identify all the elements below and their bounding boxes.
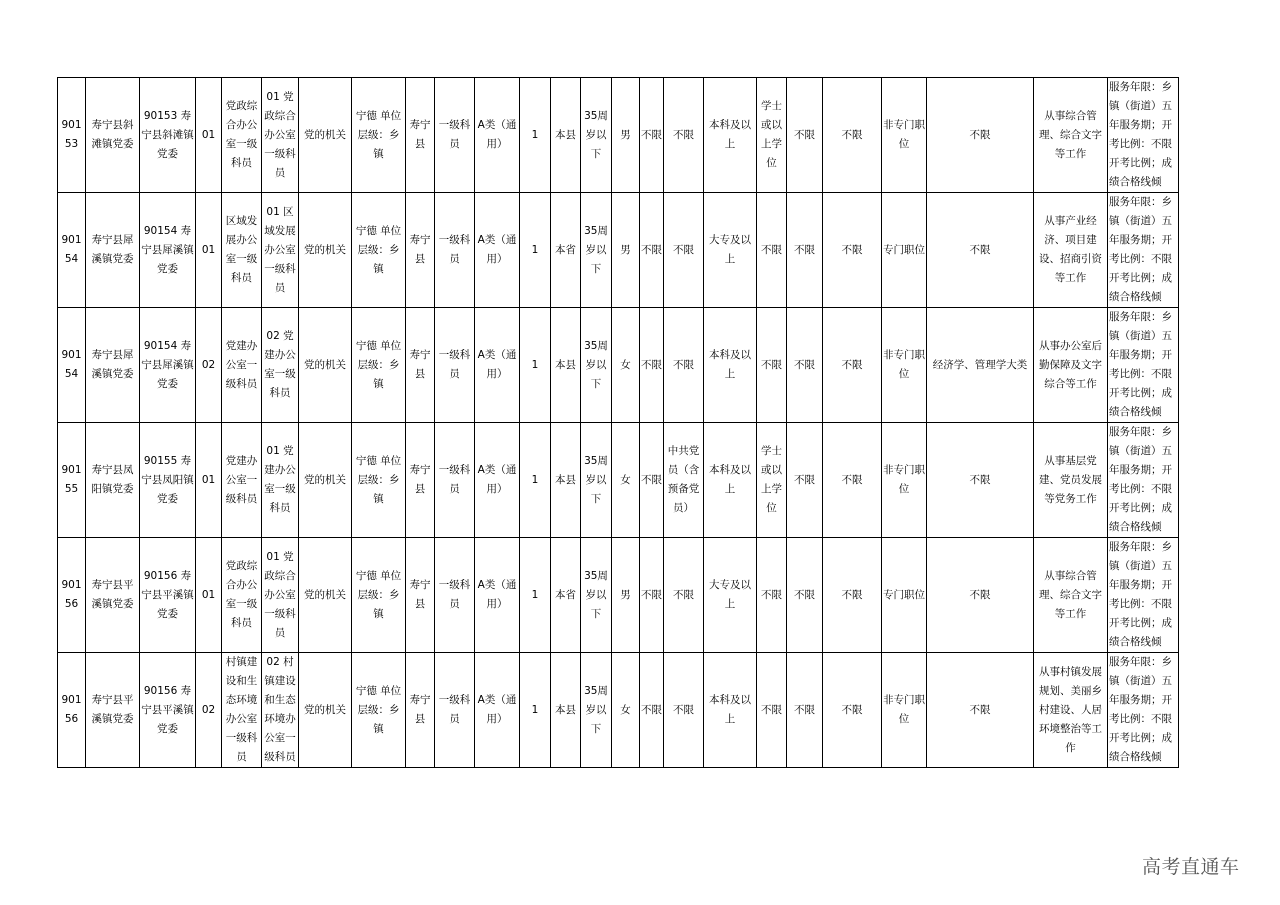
condition-cell-2: 不限 [823,538,882,653]
table-row [58,78,1179,193]
unit-name-cell: 寿宁县犀溪镇党委 [86,308,140,423]
job-duty-cell: 从事办公室后勤保障及文字综合等工作 [1034,308,1108,423]
age-limit-cell: 35周岁以下 [581,193,612,308]
unit-name-cell: 寿宁县犀溪镇党委 [86,193,140,308]
education-cell: 本科及以上 [704,423,757,538]
table-body [58,78,1179,768]
condition-cell-1: 不限 [787,308,823,423]
gender-cell: 女 [612,308,640,423]
household-origin-cell: 本县 [551,423,581,538]
age-limit-cell: 35周岁以下 [581,308,612,423]
table-row [58,653,1179,768]
position-name-cell: 党建办公室一级科员 [222,423,262,538]
remark-cell: 服务年限：乡镇（街道）五年服务期；开考比例：不限开考比例；成绩合格线倾 [1108,308,1179,423]
major-cell: 不限 [927,193,1034,308]
condition-cell-1: 不限 [787,538,823,653]
major-cell: 不限 [927,653,1034,768]
condition-cell-1: 不限 [787,423,823,538]
position-code-cell: 02 村镇建设和生态环境办公室一级科员 [262,653,299,768]
rank-cell: 一级科员 [435,78,475,193]
education-cell: 大专及以上 [704,538,757,653]
condition-cell-2: 不限 [823,193,882,308]
age-limit-cell: 35周岁以下 [581,538,612,653]
exam-category-cell: A类（通用） [475,308,520,423]
unit-level-cell: 宁德 单位层级：乡镇 [352,78,406,193]
job-duty-cell: 从事综合管理、综合文字等工作 [1034,78,1108,193]
unit-code-cell: 90154 寿宁县犀溪镇党委 [140,308,196,423]
condition-cell-2: 不限 [823,78,882,193]
age-limit-cell: 35周岁以下 [581,78,612,193]
position-code-cell: 01 党政综合办公室一级科员 [262,78,299,193]
rank-cell: 一级科员 [435,308,475,423]
household-origin-cell: 本省 [551,538,581,653]
condition-cell-1: 不限 [787,78,823,193]
position-group-code-cell: 90156 [58,538,86,653]
household-origin-cell: 本县 [551,78,581,193]
hiring-count-cell: 1 [520,653,551,768]
job-duty-cell: 从事基层党建、党员发展等党务工作 [1034,423,1108,538]
household-origin-cell: 本县 [551,653,581,768]
ethnicity-cell: 不限 [640,193,664,308]
political-status-cell: 不限 [664,653,704,768]
major-cell: 不限 [927,423,1034,538]
organization-type-cell: 党的机关 [299,538,352,653]
dedicated-position-cell: 非专门职位 [882,78,927,193]
exam-category-cell: A类（通用） [475,193,520,308]
household-origin-cell: 本县 [551,308,581,423]
position-group-code-cell: 90156 [58,653,86,768]
major-cell: 经济学、管理学大类 [927,308,1034,423]
degree-cell: 学士或以上学位 [757,423,787,538]
organization-type-cell: 党的机关 [299,423,352,538]
organization-type-cell: 党的机关 [299,78,352,193]
political-status-cell: 不限 [664,538,704,653]
rank-cell: 一级科员 [435,193,475,308]
condition-cell-2: 不限 [823,653,882,768]
position-code-cell: 01 党政综合办公室一级科员 [262,538,299,653]
age-limit-cell: 35周岁以下 [581,423,612,538]
major-cell: 不限 [927,78,1034,193]
job-duty-cell: 从事村镇发展规划、美丽乡村建设、人居环境整治等工作 [1034,653,1108,768]
job-duty-cell: 从事产业经济、项目建设、招商引资等工作 [1034,193,1108,308]
condition-cell-1: 不限 [787,193,823,308]
condition-cell-2: 不限 [823,308,882,423]
organization-type-cell: 党的机关 [299,193,352,308]
degree-cell: 不限 [757,538,787,653]
position-code-cell: 02 党建办公室一级科员 [262,308,299,423]
remark-cell: 服务年限：乡镇（街道）五年服务期；开考比例：不限开考比例；成绩合格线倾 [1108,423,1179,538]
education-cell: 本科及以上 [704,653,757,768]
unit-level-cell: 宁德 单位层级：乡镇 [352,423,406,538]
job-duty-cell: 从事综合管理、综合文字等工作 [1034,538,1108,653]
education-cell: 本科及以上 [704,78,757,193]
unit-name-cell: 寿宁县平溪镇党委 [86,653,140,768]
household-origin-cell: 本省 [551,193,581,308]
hiring-count-cell: 1 [520,193,551,308]
degree-cell: 不限 [757,193,787,308]
position-number-cell: 02 [196,653,222,768]
unit-code-cell: 90156 寿宁县平溪镇党委 [140,653,196,768]
exam-category-cell: A类（通用） [475,423,520,538]
ethnicity-cell: 不限 [640,78,664,193]
table-row [58,538,1179,653]
unit-name-cell: 寿宁县平溪镇党委 [86,538,140,653]
dedicated-position-cell: 非专门职位 [882,308,927,423]
unit-name-cell: 寿宁县凤阳镇党委 [86,423,140,538]
position-group-code-cell: 90155 [58,423,86,538]
organization-type-cell: 党的机关 [299,653,352,768]
gender-cell: 男 [612,78,640,193]
gender-cell: 女 [612,423,640,538]
major-cell: 不限 [927,538,1034,653]
unit-level-cell: 宁德 单位层级：乡镇 [352,653,406,768]
condition-cell-1: 不限 [787,653,823,768]
gender-cell: 女 [612,653,640,768]
county-cell: 寿宁县 [406,423,435,538]
ethnicity-cell: 不限 [640,538,664,653]
exam-category-cell: A类（通用） [475,653,520,768]
unit-name-cell: 寿宁县斜滩镇党委 [86,78,140,193]
position-group-code-cell: 90153 [58,78,86,193]
degree-cell: 不限 [757,308,787,423]
ethnicity-cell: 不限 [640,653,664,768]
position-number-cell: 01 [196,78,222,193]
ethnicity-cell: 不限 [640,308,664,423]
degree-cell: 不限 [757,653,787,768]
unit-level-cell: 宁德 单位层级：乡镇 [352,538,406,653]
position-name-cell: 党政综合办公室一级科员 [222,78,262,193]
table-row [58,193,1179,308]
county-cell: 寿宁县 [406,308,435,423]
unit-level-cell: 宁德 单位层级：乡镇 [352,308,406,423]
hiring-count-cell: 1 [520,308,551,423]
position-number-cell: 01 [196,538,222,653]
position-name-cell: 村镇建设和生态环境办公室一级科员 [222,653,262,768]
rank-cell: 一级科员 [435,653,475,768]
dedicated-position-cell: 专门职位 [882,538,927,653]
education-cell: 大专及以上 [704,193,757,308]
hiring-count-cell: 1 [520,78,551,193]
political-status-cell: 中共党员（含预备党员） [664,423,704,538]
degree-cell: 学士或以上学位 [757,78,787,193]
position-number-cell: 01 [196,423,222,538]
political-status-cell: 不限 [664,78,704,193]
unit-code-cell: 90153 寿宁县斜滩镇党委 [140,78,196,193]
remark-cell: 服务年限：乡镇（街道）五年服务期；开考比例：不限开考比例；成绩合格线倾 [1108,193,1179,308]
education-cell: 本科及以上 [704,308,757,423]
county-cell: 寿宁县 [406,538,435,653]
unit-code-cell: 90154 寿宁县犀溪镇党委 [140,193,196,308]
rank-cell: 一级科员 [435,423,475,538]
position-name-cell: 区域发展办公室一级科员 [222,193,262,308]
recruitment-table-container [57,77,1179,768]
exam-category-cell: A类（通用） [475,538,520,653]
hiring-count-cell: 1 [520,538,551,653]
position-group-code-cell: 90154 [58,193,86,308]
position-number-cell: 02 [196,308,222,423]
gender-cell: 男 [612,193,640,308]
position-number-cell: 01 [196,193,222,308]
dedicated-position-cell: 非专门职位 [882,653,927,768]
condition-cell-2: 不限 [823,423,882,538]
exam-category-cell: A类（通用） [475,78,520,193]
organization-type-cell: 党的机关 [299,308,352,423]
position-code-cell: 01 党建办公室一级科员 [262,423,299,538]
rank-cell: 一级科员 [435,538,475,653]
dedicated-position-cell: 非专门职位 [882,423,927,538]
position-group-code-cell: 90154 [58,308,86,423]
unit-code-cell: 90156 寿宁县平溪镇党委 [140,538,196,653]
unit-code-cell: 90155 寿宁县凤阳镇党委 [140,423,196,538]
county-cell: 寿宁县 [406,193,435,308]
remark-cell: 服务年限：乡镇（街道）五年服务期；开考比例：不限开考比例；成绩合格线倾 [1108,653,1179,768]
ethnicity-cell: 不限 [640,423,664,538]
gender-cell: 男 [612,538,640,653]
political-status-cell: 不限 [664,308,704,423]
county-cell: 寿宁县 [406,78,435,193]
watermark-text: 高考直通车 [1142,856,1240,878]
age-limit-cell: 35周岁以下 [581,653,612,768]
remark-cell: 服务年限：乡镇（街道）五年服务期；开考比例：不限开考比例；成绩合格线倾 [1108,78,1179,193]
political-status-cell: 不限 [664,193,704,308]
hiring-count-cell: 1 [520,423,551,538]
remark-cell: 服务年限：乡镇（街道）五年服务期；开考比例：不限开考比例；成绩合格线倾 [1108,538,1179,653]
table-row [58,423,1179,538]
position-name-cell: 党政综合办公室一级科员 [222,538,262,653]
position-code-cell: 01 区域发展办公室一级科员 [262,193,299,308]
position-name-cell: 党建办公室一级科员 [222,308,262,423]
dedicated-position-cell: 专门职位 [882,193,927,308]
unit-level-cell: 宁德 单位层级：乡镇 [352,193,406,308]
recruitment-table [57,77,1179,768]
table-row [58,308,1179,423]
county-cell: 寿宁县 [406,653,435,768]
